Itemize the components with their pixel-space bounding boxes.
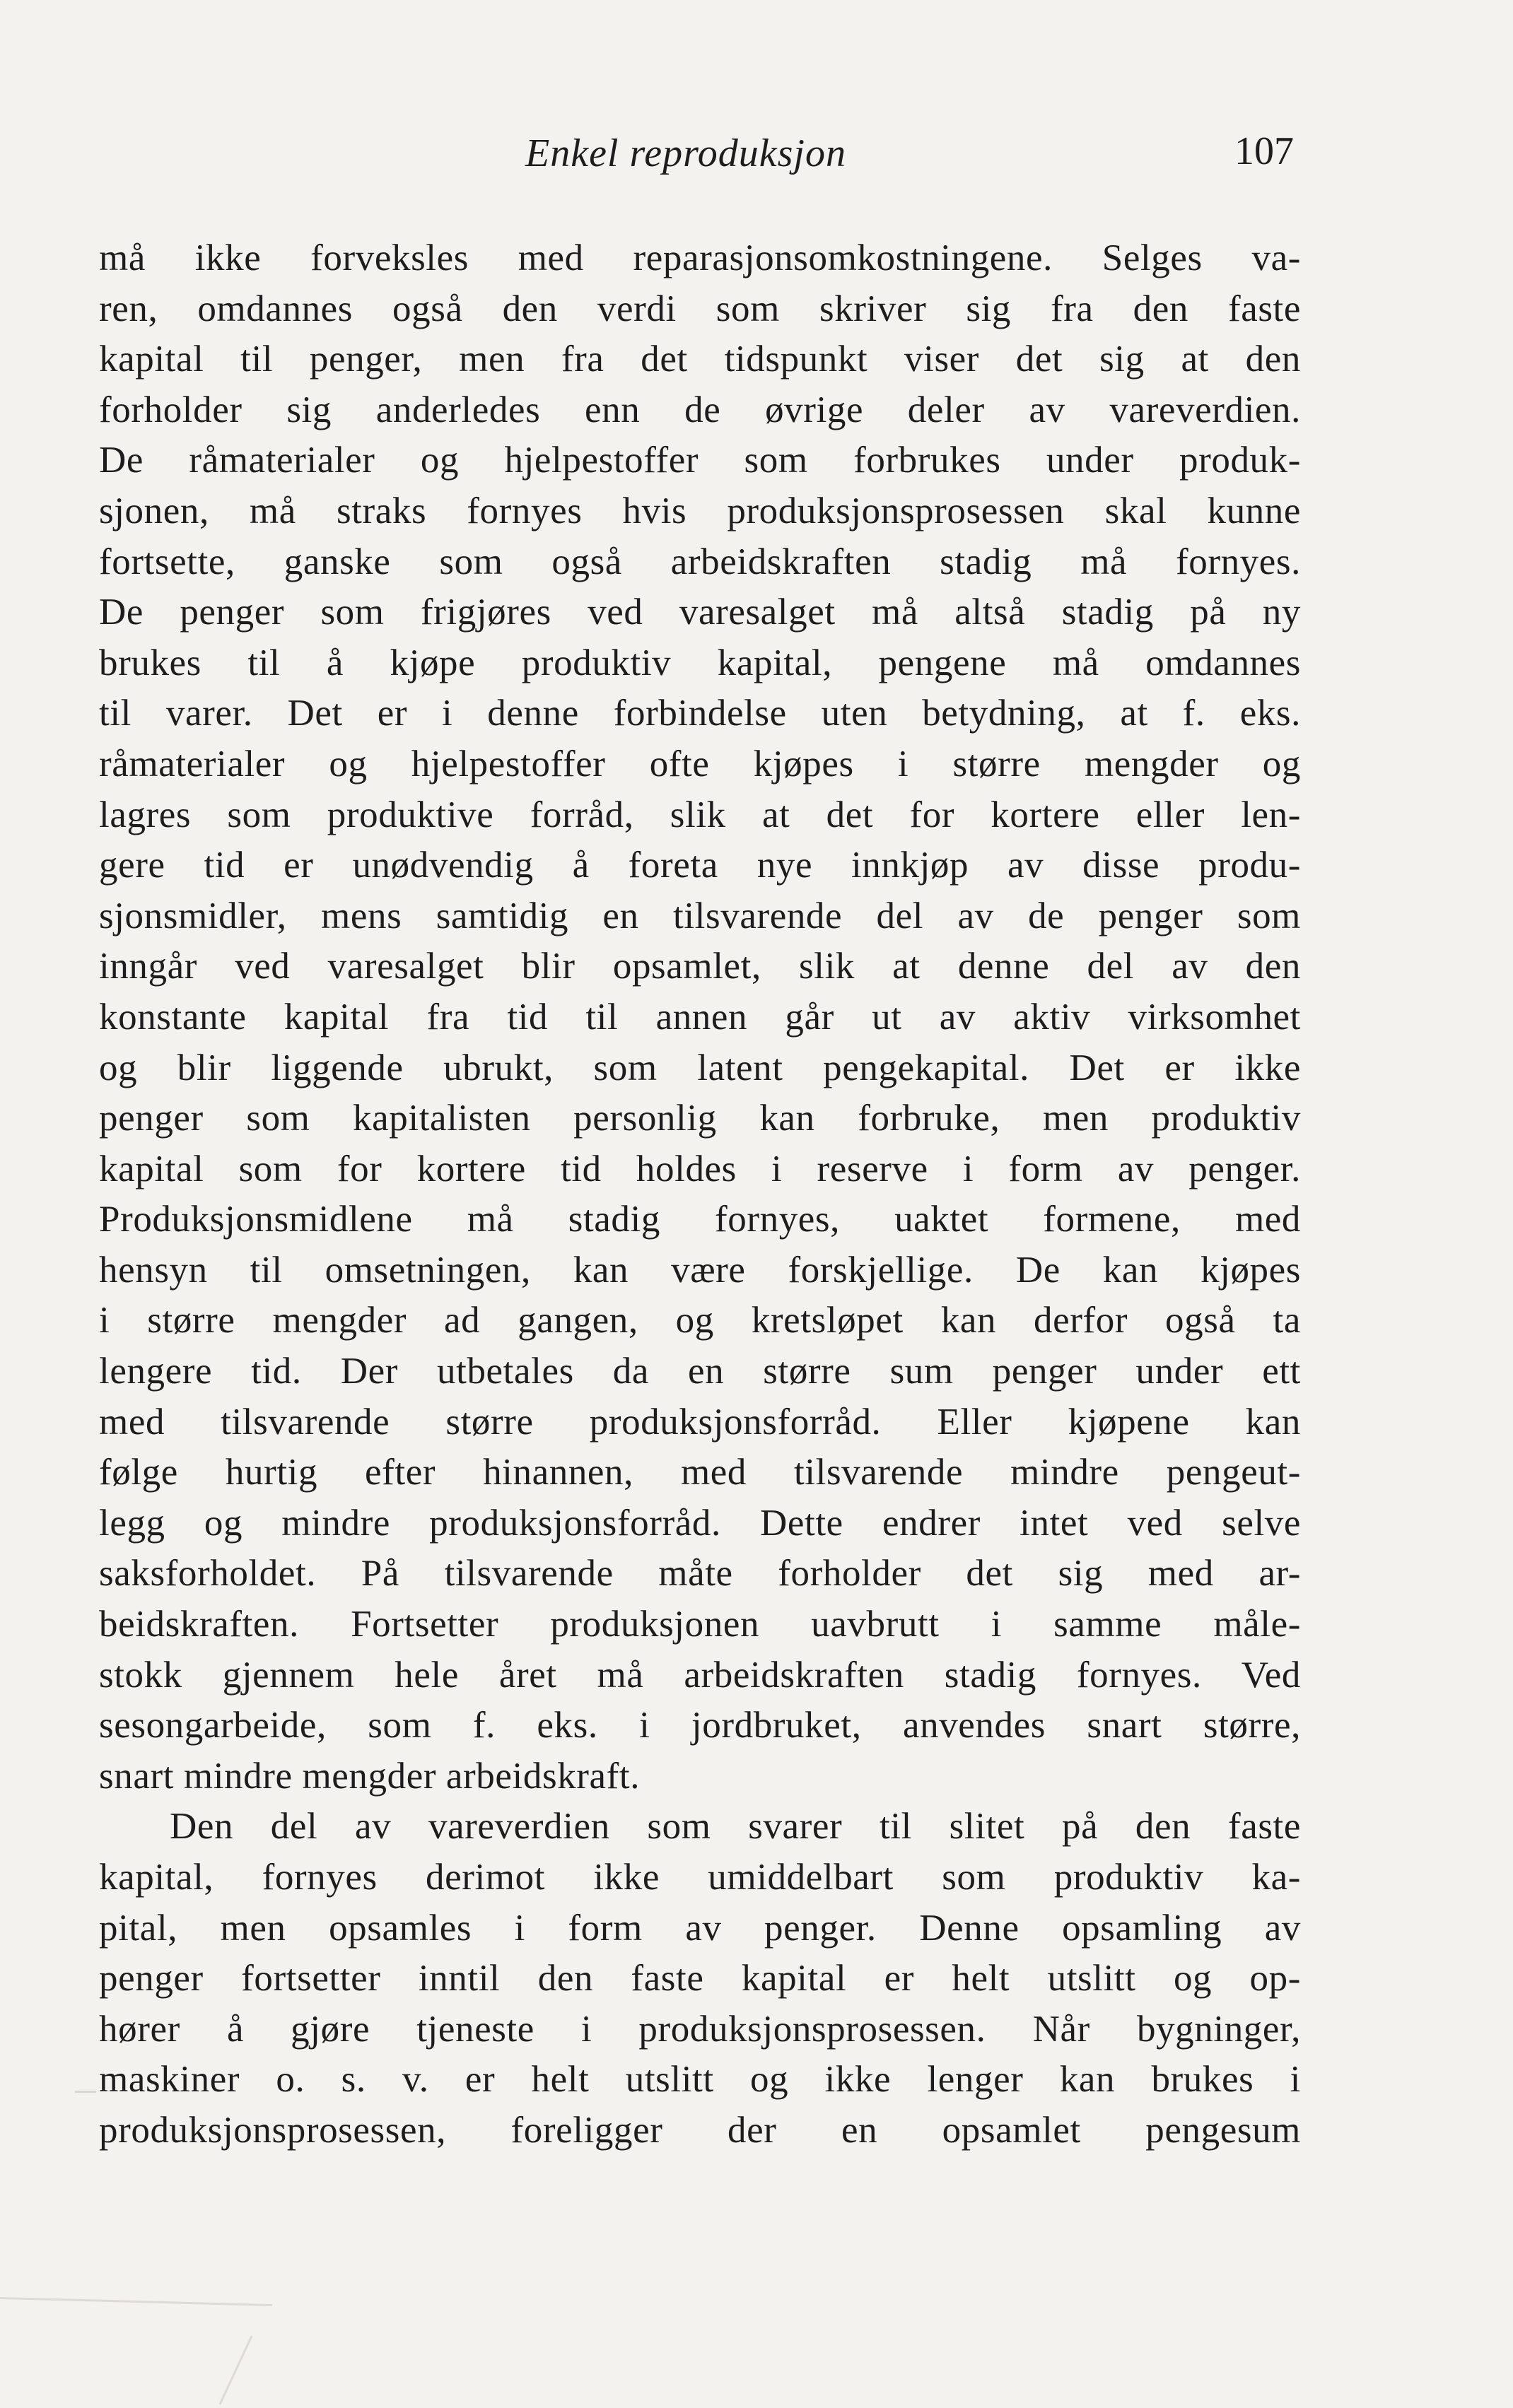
- text-line: gere tid er unødvendig å foreta nye innkjøp av disse produ-: [99, 845, 1301, 886]
- pencil-mark-line: [0, 2297, 272, 2306]
- text-line: følge hurtig efter hinannen, med tilsvarende mindre pengeut-: [99, 1452, 1301, 1493]
- text-line: lagres som produktive forråd, slik at det for kortere eller len-: [99, 794, 1301, 835]
- text-line: ren, omdannes også den verdi som skriver sig fra den faste: [99, 288, 1301, 329]
- text-line: sjonen, må straks fornyes hvis produksjonsprosessen skal kunne: [99, 490, 1301, 531]
- text-line: Produksjonsmidlene må stadig fornyes, uaktet formene, med: [99, 1199, 1301, 1240]
- text-line: inngår ved varesalget blir opsamlet, slik at denne del av den: [99, 946, 1301, 987]
- text-line-paragraph-start: Den del av vareverdien som svarer til slitet på den faste: [170, 1806, 1301, 1848]
- text-line: De penger som frigjøres ved varesalget må altså stadig på ny: [99, 592, 1301, 633]
- text-line: brukes til å kjøpe produktiv kapital, pengene må omdannes: [99, 642, 1301, 683]
- text-line-paragraph-end: snart mindre mengder arbeidskraft.: [99, 1755, 641, 1797]
- text-line: kapital som for kortere tid holdes i reserve i form av penger.: [99, 1148, 1301, 1190]
- text-line: produksjonsprosessen, foreligger der en opsamlet pengesum: [99, 2109, 1301, 2151]
- text-line: penger som kapitalisten personlig kan forbruke, men produktiv: [99, 1098, 1301, 1139]
- running-head-title: Enkel reproduksjon: [525, 131, 846, 175]
- text-line: lengere tid. Der utbetales da en større sum penger under ett: [99, 1351, 1301, 1392]
- text-line: kapital til penger, men fra det tidspunkt viser det sig at den: [99, 339, 1301, 380]
- text-line: beidskraften. Fortsetter produksjonen uavbrutt i samme måle-: [99, 1604, 1301, 1645]
- text-line: kapital, fornyes derimot ikke umiddelbart som produktiv ka-: [99, 1857, 1301, 1898]
- text-line: konstante kapital fra tid til annen går ut av aktiv virksomhet: [99, 996, 1301, 1038]
- body-text: [99, 233, 1301, 2156]
- margin-dash-mark: [75, 2091, 96, 2093]
- text-line: De råmaterialer og hjelpestoffer som forbrukes under produk-: [99, 440, 1301, 481]
- text-line: råmaterialer og hjelpestoffer ofte kjøpes i større mengder og: [99, 743, 1301, 785]
- text-line: og blir liggende ubrukt, som latent pengekapital. Det er ikke: [99, 1047, 1301, 1088]
- text-line: forholder sig anderledes enn de øvrige deler av vareverdien.: [99, 389, 1301, 430]
- text-line: sesongarbeide, som f. eks. i jordbruket, anvendes snart større,: [99, 1705, 1301, 1746]
- text-line: maskiner o. s. v. er helt utslitt og ikke lenger kan brukes i: [99, 2059, 1301, 2101]
- text-line: stokk gjennem hele året må arbeidskraften stadig fornyes. Ved: [99, 1654, 1301, 1696]
- text-line: hører å gjøre tjeneste i produksjonsprosessen. Når bygninger,: [99, 2008, 1301, 2050]
- text-line: legg og mindre produksjonsforråd. Dette endrer intet ved selve: [99, 1502, 1301, 1544]
- text-line: i større mengder ad gangen, og kretsløpet kan derfor også ta: [99, 1300, 1301, 1341]
- text-line: saksforholdet. På tilsvarende måte forholder det sig med ar-: [99, 1553, 1301, 1594]
- page-number: 107: [1234, 129, 1294, 173]
- text-line: fortsette, ganske som også arbeidskraften stadig må fornyes.: [99, 541, 1301, 582]
- text-line: til varer. Det er i denne forbindelse uten betydning, at f. eks.: [99, 693, 1301, 734]
- text-line: penger fortsetter inntil den faste kapital er helt utslitt og op-: [99, 1958, 1301, 1999]
- text-line: pital, men opsamles i form av penger. Denne opsamling av: [99, 1907, 1301, 1949]
- text-line: hensyn til omsetningen, kan være forskjellige. De kan kjøpes: [99, 1249, 1301, 1291]
- text-line: må ikke forveksles med reparasjonsomkostningene. Selges va-: [99, 237, 1301, 278]
- text-line: sjonsmidler, mens samtidig en tilsvarende del av de penger som: [99, 895, 1301, 936]
- pencil-mark-stroke: [219, 2335, 253, 2404]
- text-line: med tilsvarende større produksjonsforråd. Eller kjøpene kan: [99, 1401, 1301, 1443]
